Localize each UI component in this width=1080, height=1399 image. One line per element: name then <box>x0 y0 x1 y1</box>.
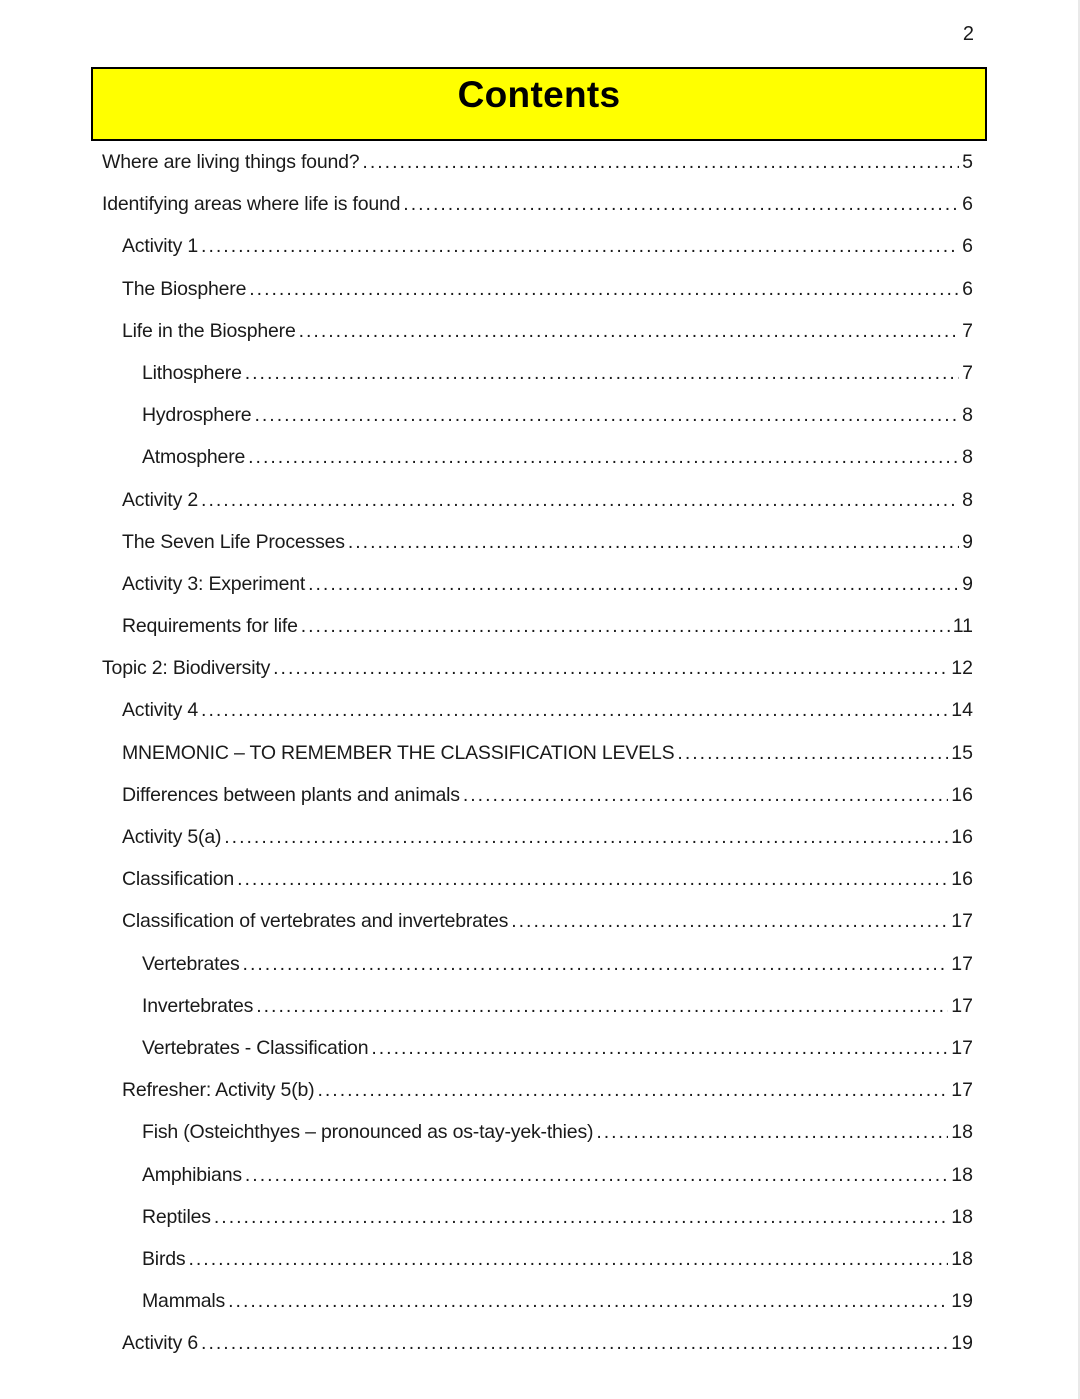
toc-entry-page: 18 <box>951 1121 973 1144</box>
toc-entry-page: 18 <box>951 1205 973 1228</box>
toc-entry-label: Where are living things found? <box>102 151 360 173</box>
toc-entry[interactable] <box>102 605 973 647</box>
toc-entry-label: The Seven Life Processes <box>122 530 345 553</box>
toc-entry[interactable] <box>102 183 973 225</box>
toc-entry-label: Vertebrates <box>142 952 240 975</box>
toc-entry-page: 17 <box>951 1079 973 1102</box>
toc-dot-leader <box>201 479 959 521</box>
toc-entry-page: 19 <box>951 1332 973 1355</box>
toc-entry-page: 8 <box>962 488 973 511</box>
toc-entry[interactable] <box>102 436 973 478</box>
toc-dot-leader <box>301 605 950 647</box>
toc-entry-label: The Biosphere <box>122 277 247 300</box>
toc-dot-leader <box>249 268 959 310</box>
toc-entry-page: 16 <box>951 826 973 848</box>
contents-title-banner <box>91 67 987 141</box>
toc-entry-page: 17 <box>951 910 973 933</box>
toc-entry[interactable] <box>102 310 973 352</box>
toc-entry[interactable] <box>102 521 973 563</box>
toc-dot-leader <box>371 1027 948 1069</box>
toc-entry-page: 6 <box>962 193 973 216</box>
toc-entry[interactable] <box>102 1238 973 1280</box>
toc-entry-page: 11 <box>952 615 973 638</box>
toc-entry[interactable] <box>102 816 973 858</box>
toc-entry-page: 8 <box>962 404 973 427</box>
toc-dot-leader <box>317 1069 948 1111</box>
toc-entry[interactable] <box>102 1154 973 1196</box>
toc-entry-label: Reptiles <box>142 1205 211 1228</box>
toc-dot-leader <box>228 1280 948 1322</box>
toc-entry-page: 7 <box>962 361 973 384</box>
toc-entry-page: 12 <box>951 657 973 680</box>
toc-entry[interactable] <box>102 141 973 183</box>
toc-entry[interactable] <box>102 858 973 900</box>
toc-entry-label: Refresher: Activity 5(b) <box>122 1079 315 1102</box>
toc-entry-label: Amphibians <box>142 1163 242 1186</box>
toc-entry-label: MNEMONIC – TO REMEMBER THE CLASSIFICATION LEVELS <box>122 741 675 764</box>
toc-entry-page: 9 <box>962 572 973 595</box>
toc-dot-leader <box>188 1238 948 1280</box>
toc-entry-label: Atmosphere <box>142 446 246 469</box>
toc-entry[interactable] <box>102 225 973 267</box>
toc-entry[interactable] <box>102 1027 973 1069</box>
toc-entry[interactable] <box>102 774 973 816</box>
toc-entry[interactable] <box>102 900 973 942</box>
toc-dot-leader <box>463 774 948 816</box>
toc-entry-page: 16 <box>951 783 973 806</box>
toc-entry-page: 18 <box>951 1247 973 1270</box>
toc-dot-leader <box>245 352 959 394</box>
toc-dot-leader <box>248 436 959 478</box>
toc-dot-leader <box>214 1196 948 1238</box>
toc-entry-page: 17 <box>951 1036 973 1059</box>
toc-entry-label: Lithosphere <box>142 361 242 384</box>
toc-entry[interactable] <box>102 479 973 521</box>
toc-entry-page: 14 <box>951 699 973 722</box>
toc-dot-leader <box>299 310 960 352</box>
toc-entry-label: Classification of vertebrates and invertebrates <box>122 910 509 933</box>
toc-entry-page: 16 <box>951 868 973 891</box>
toc-dot-leader <box>308 563 959 605</box>
toc-dot-leader <box>254 394 959 436</box>
toc-dot-leader <box>362 141 959 183</box>
toc-entry[interactable] <box>102 732 973 774</box>
toc-entry[interactable] <box>102 268 973 310</box>
toc-entry-label: Fish (Osteichthyes – pronounced as os-tay-yek-thies) <box>142 1121 594 1144</box>
toc-entry[interactable] <box>102 1111 973 1153</box>
toc-entry-page: 17 <box>951 994 973 1017</box>
toc-dot-leader <box>273 647 948 689</box>
toc-entry[interactable] <box>102 352 973 394</box>
toc-entry-label: Invertebrates <box>142 994 254 1017</box>
toc-entry[interactable] <box>102 689 973 731</box>
toc-entry-label: Life in the Biosphere <box>122 319 296 342</box>
page-number: 2 <box>962 23 974 45</box>
toc-entry-label: Activity 3: Experiment <box>122 572 306 595</box>
toc-dot-leader <box>256 985 948 1027</box>
toc-entry-label: Activity 6 <box>122 1332 199 1355</box>
toc-dot-leader <box>201 1322 948 1364</box>
toc-dot-leader <box>243 943 949 985</box>
toc-entry-page: 9 <box>962 530 973 553</box>
toc-entry[interactable] <box>102 647 973 689</box>
toc-entry-page: 18 <box>951 1163 973 1186</box>
toc-entry[interactable] <box>102 943 973 985</box>
toc-entry[interactable] <box>102 1322 973 1364</box>
toc-entry-page: 6 <box>962 277 973 300</box>
toc-dot-leader <box>511 900 948 942</box>
toc-entry-label: Identifying areas where life is found <box>102 193 401 216</box>
toc-entry-label: Requirements for life <box>122 615 298 638</box>
toc-dot-leader <box>245 1154 948 1196</box>
toc-dot-leader <box>596 1111 948 1153</box>
toc-entry[interactable] <box>102 563 973 605</box>
toc-entry[interactable] <box>102 985 973 1027</box>
toc-entry-label: Hydrosphere <box>142 404 252 427</box>
toc-entry[interactable] <box>102 1069 973 1111</box>
toc-entry-page: 6 <box>962 235 973 258</box>
toc-entry-label: Activity 5(a) <box>122 826 222 848</box>
toc-entry-label: Activity 2 <box>122 488 199 511</box>
toc-entry-label: Topic 2: Biodiversity <box>102 657 271 680</box>
toc-entry-label: Activity 1 <box>122 235 199 258</box>
toc-entry[interactable] <box>102 394 973 436</box>
toc-entry-page: 8 <box>962 446 973 469</box>
toc-entry-label: Differences between plants and animals <box>122 783 460 806</box>
toc-entry-label: Classification <box>122 868 235 891</box>
toc-entry-page: 5 <box>962 151 973 173</box>
toc-dot-leader <box>201 689 948 731</box>
toc-list <box>102 141 973 1364</box>
toc-dot-leader <box>237 858 948 900</box>
toc-entry-label: Mammals <box>142 1290 226 1313</box>
toc-dot-leader <box>677 732 948 774</box>
toc-entry-page: 15 <box>951 741 973 764</box>
toc-entry-page: 7 <box>962 319 973 342</box>
toc-dot-leader <box>201 225 959 267</box>
contents-title: Contents <box>457 74 621 115</box>
toc-entry-page: 17 <box>951 952 973 975</box>
toc-dot-leader <box>224 816 948 858</box>
toc-entry-label: Activity 4 <box>122 699 199 722</box>
toc-entry[interactable] <box>102 1280 973 1322</box>
toc-entry[interactable] <box>102 1196 973 1238</box>
toc-entry-label: Birds <box>142 1247 186 1270</box>
toc-dot-leader <box>403 183 959 225</box>
toc-dot-leader <box>348 521 959 563</box>
toc-entry-page: 19 <box>951 1290 973 1313</box>
toc-entry-label: Vertebrates - Classification <box>142 1036 369 1059</box>
